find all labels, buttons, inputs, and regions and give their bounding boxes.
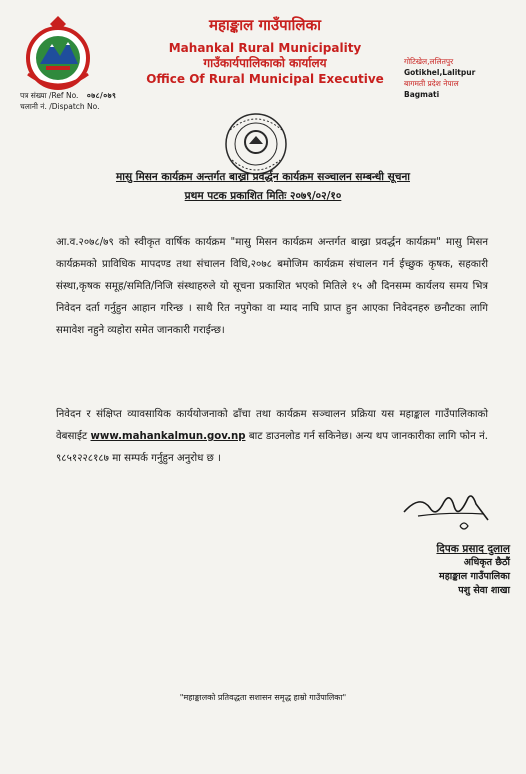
- address-en: Gotikhel,Lalitpur: [404, 68, 476, 77]
- dispatch-label: चलानी नं. /Dispatch No.: [20, 102, 100, 111]
- office-name-np: गाउँकार्यपालिकाको कार्यालय: [203, 56, 327, 70]
- footer-slogan: "महाङ्कालको प्रतिवद्धता सशासन समृद्ध हाम्रो गाउँपालिका": [179, 693, 347, 702]
- paragraph-2-text-start: निवेदन र संक्षिप्त व्यावसायिक कार्ययोजनाको ढाँचा तथा कार्यक्रम सञ्चालन प्रक्रिया यस महाङ्काल गाउँपालिकाको वेबसाईट: [56, 409, 488, 442]
- letterhead-heading: [130, 16, 400, 87]
- notice-title: मासु मिसन कार्यक्रम अन्तर्गत बाख्रा प्रवर्द्धन कार्यक्रम सञ्चालन सम्बन्धी सूचना: [115, 171, 410, 183]
- website-link[interactable]: www.mahankalmun.gov.np: [90, 431, 246, 442]
- signatory-name: दिपक प्रसाद दुलाल: [436, 543, 510, 555]
- ref-value: ०७८/०७९: [86, 91, 117, 100]
- signature-block: [390, 542, 510, 598]
- handwritten-signature: [398, 490, 498, 536]
- notice-published-date: प्रथम पटक प्रकाशित मितिः २०७९/०२/१०: [184, 190, 342, 202]
- signatory-designation: अधिकृत छैठौं: [463, 557, 510, 568]
- paragraph-2-text-end: बाट डाउनलोड गर्न सकिनेछ। अन्य थप जानकारीका लागि फोन नं. ९८५१२२८१८७ मा सम्पर्क गर्नुहुन अनुरोध छ ।: [56, 431, 488, 464]
- province-np: बागमती प्रदेश नेपाल: [404, 79, 459, 88]
- municipality-name-np: महाङ्काल गाउँपालिका: [208, 16, 321, 34]
- municipality-name-en: Mahankal Rural Municipality: [168, 41, 362, 55]
- ref-label: पत्र संख्या /Ref No.: [20, 91, 79, 100]
- address-block: [404, 56, 504, 100]
- body-paragraph-1: आ.व.२०७८/७९ को स्वीकृत वार्षिक कार्यक्रम "मासु मिसन कार्यक्रम अन्तर्गत बाख्रा प्रवर्द्धन कार्यक्रम" मासु मिसन कार्यक्रमको प्राविधिक मापदण्ड तथा संचालन विधि,२०७८ बमोजिम कार्यक्रम संचालन गर्न ईच्छुक कृषक, सहकारी संस्था,कृषक समूह/समिति/निजि संस्थाहरुले यो सूचना प्रकाशित भएको मितिले १५ औ दिनसम्म कार्यलय समय भित्र निवेदन दर्ता गर्नुहुन आहान गरिन्छ । साथै रित नपुगेका वा म्याद नाघि प्राप्त हुन आएका निवेदनहरु छनौटका लागि समावेश नहुने व्यहोरा समेत जानकारी गराईन्छ।: [56, 237, 488, 336]
- office-name-en: Office Of Rural Municipal Executive: [146, 72, 384, 86]
- address-np: गोटिखेल,ललितपुर: [404, 57, 454, 66]
- signatory-office: महाङ्काल गाउँपालिका: [439, 571, 510, 582]
- province-en: Bagmati: [404, 90, 440, 99]
- municipality-logo-icon: [18, 14, 98, 92]
- reference-numbers: [20, 90, 116, 112]
- signatory-section: पशु सेवा शाखा: [458, 585, 510, 596]
- body-paragraph-2: [56, 404, 488, 470]
